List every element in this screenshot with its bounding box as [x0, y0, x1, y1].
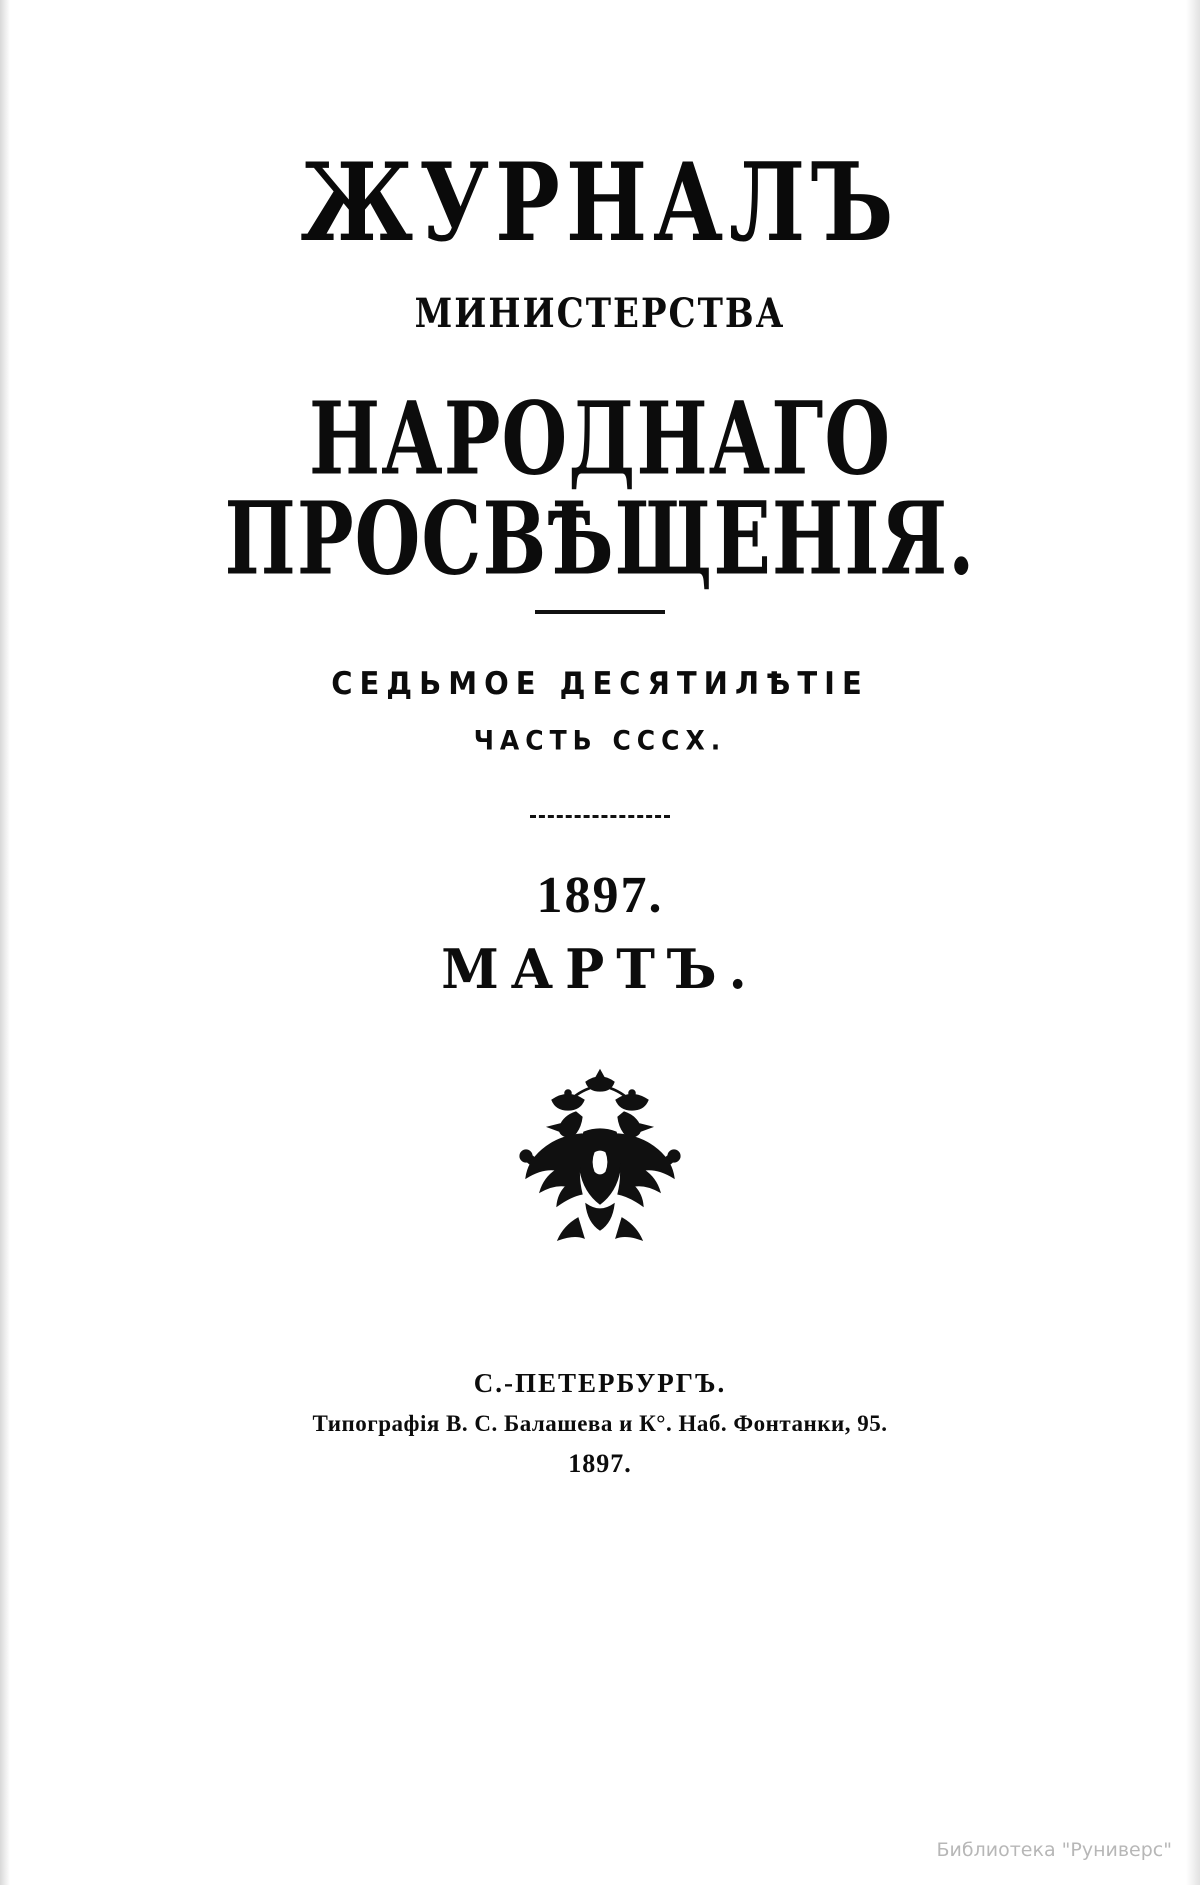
imprint-printer: Типографія В. С. Балашева и К°. Наб. Фонтанки, 95. [312, 1411, 888, 1436]
publication-month: МАРТЪ. [441, 937, 759, 1002]
journal-subtitle-education: НАРОДНАГО ПРОСВѢЩЕНІЯ. [224, 381, 976, 598]
journal-title: ЖУРНАЛЪ [300, 140, 900, 267]
journal-subtitle-ministry: МИНИСТЕРСТВА [414, 290, 786, 338]
divider-dashed [530, 815, 670, 818]
decade-label: СЕДЬМОЕ ДЕСЯТИЛѢТІЕ [331, 664, 869, 702]
imprint-year: 1897. [568, 1449, 632, 1478]
divider-thick [535, 610, 665, 614]
part-label: ЧАСТЬ CCCX. [473, 724, 727, 757]
imperial-eagle-icon [0, 1060, 1200, 1260]
library-watermark: Библиотека "Руниверс" [936, 1839, 1172, 1861]
imprint-city: С.-ПЕТЕРБУРГЪ. [473, 1368, 727, 1398]
publication-year: 1897. [536, 867, 664, 924]
